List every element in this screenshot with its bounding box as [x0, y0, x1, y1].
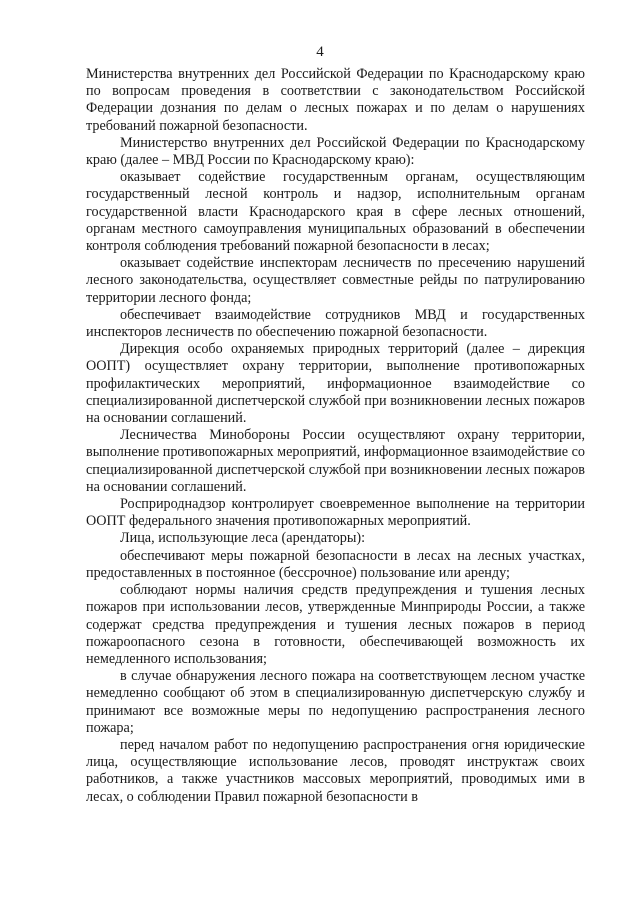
page-number: 4 [316, 44, 324, 60]
paragraph: Министерства внутренних дел Российской Федерации по Краснодарскому краю по вопросам проведения в соответствии с законодательством Российской Федерации дознания по делам о лесных пожарах и по делам о нарушениях требований пожарной безопасности. [86, 66, 585, 134]
paragraph: Дирекция особо охраняемых природных территорий (далее – дирекция ООПТ) осуществляет охрану территории, выполнение противопожарных профилактических мероприятий, информационное взаимодействие со специализированной диспетчерской службой при возникновении лесных пожаров на основании соглашений. [86, 341, 585, 427]
paragraph: Министерство внутренних дел Российской Федерации по Краснодарскому краю (далее – МВД России по Краснодарскому краю): [86, 134, 585, 169]
paragraph: соблюдают нормы наличия средств предупреждения и тушения лесных пожаров при использовании лесов, утвержденные Минприроды России, а также содержат средства предупреждения и тушения лесных пожаров в период пожароопасного сезона в готовности, обеспечивающей возможность их немедленного использования; [86, 582, 585, 667]
paragraph: оказывает содействие инспекторам лесничеств по пресечению нарушений лесного законодательства, осуществляет совместные рейды по патрулированию территории лесного фонда; [86, 255, 585, 306]
paragraph: перед началом работ по недопущению распространения огня юридические лица, осуществляющие использование лесов, проводят инструктаж своих работников, а также участников массовых мероприятий, проводимых ими в лесах, о соблюдении Правил пожарной безопасности в [86, 736, 585, 805]
paragraph: Лесничества Минобороны России осуществляют охрану территории, выполнение противопожарных мероприятий, информационное взаимодействие со специализированной диспетчерской службой при возникновении лесных пожаров на основании соглашений. [86, 427, 585, 495]
paragraph: в случае обнаружения лесного пожара на соответствующем лесном участке немедленно сообщают об этом в специализированную диспетчерскую службу и принимают все возможные меры по недопущению распространения лесного пожара; [86, 668, 585, 736]
document-body [86, 66, 585, 806]
paragraph: Лица, использующие леса (арендаторы): [120, 530, 366, 547]
paragraph: Росприроднадзор контролирует своевременное выполнение на территории ООПТ федерального значения противопожарных мероприятий. [86, 496, 585, 530]
paragraph: оказывает содействие государственным органам, осуществляющим государственный лесной контроль и надзор, исполнительным органам государственной власти Краснодарского края в сфере лесных отношений, органам местного самоуправления муниципальных образований в обеспечении контроля соблюдения требований пожарной безопасности в лесах; [86, 169, 585, 255]
paragraph: обеспечивает взаимодействие сотрудников МВД и государственных инспекторов лесничеств по обеспечению пожарной безопасности. [86, 306, 585, 341]
paragraph: обеспечивают меры пожарной безопасности в лесах на лесных участках, предоставленных в постоянное (бессрочное) пользование или аренду; [86, 547, 585, 581]
